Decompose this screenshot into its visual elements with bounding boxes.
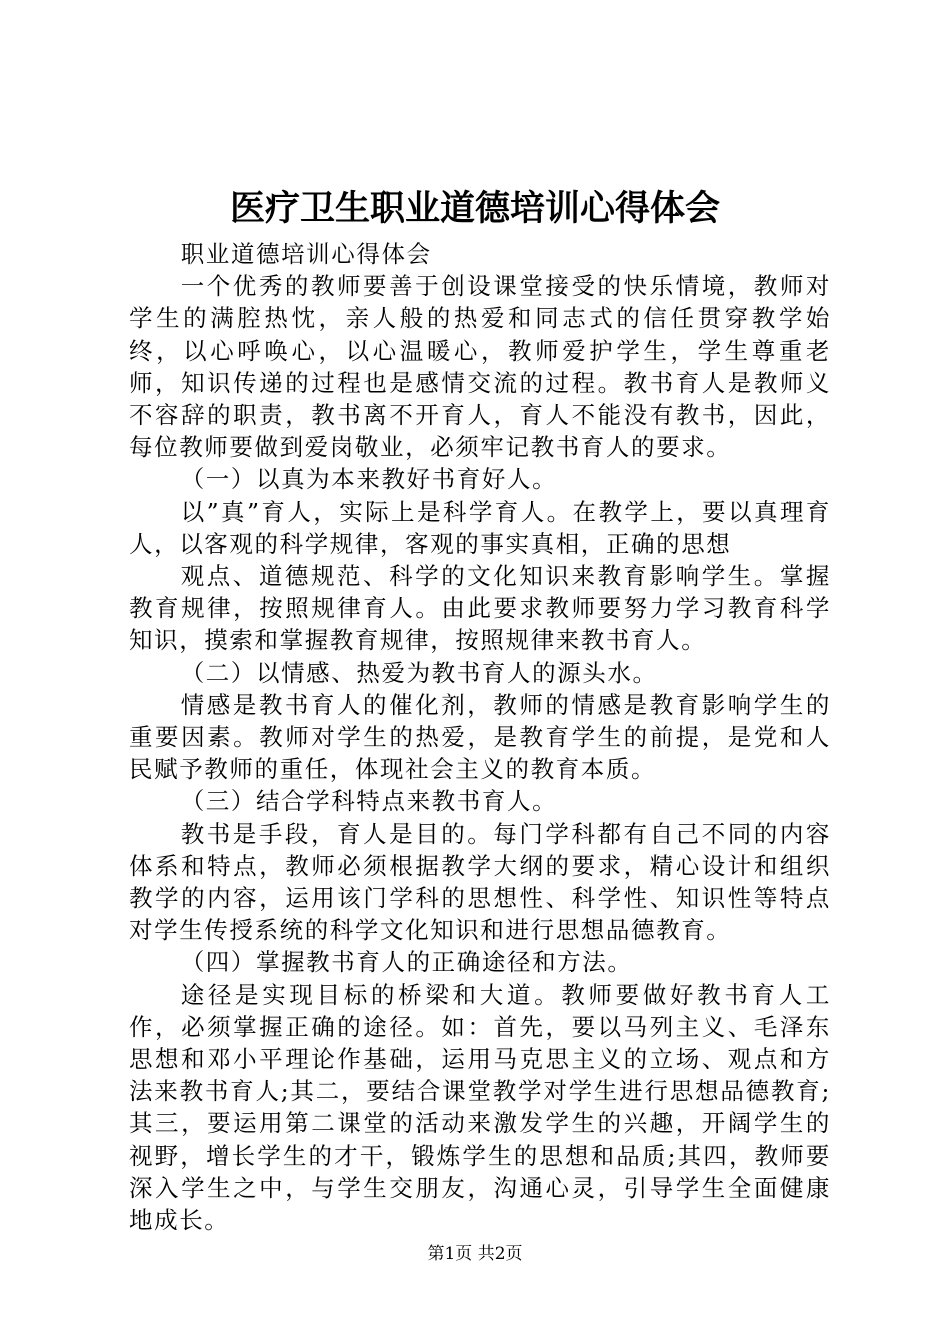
section-heading-4: （四）掌握教书育人的正确途径和方法。 bbox=[180, 948, 633, 977]
section-2-paragraph: 情感是教书育人的催化剂，教师的情感是教育影响学生的重要因素。教师对学生的热爱，是教育学生的前提，是党和人民赋予教师的重任，体现社会主义的教育本质。 bbox=[129, 690, 831, 784]
section-1-paragraph-b: 观点、道德规范、科学的文化知识来教育影响学生。掌握教育规律，按照规律育人。由此要求教师要努力学习教育科学知识，摸索和掌握教育规律，按照规律来教书育人。 bbox=[129, 562, 831, 655]
intro-paragraph: 一个优秀的教师要善于创设课堂接受的快乐情境，教师对学生的满腔热忱，亲人般的热爱和同志式的信任贯穿教学始终，以心呼唤心，以心温暖心，教师爱护学生，学生尊重老师，知识传递的过程也是感情交流的过程。教书育人是教师义不容辞的职责，教书离不开育人，育人不能没有教书，因此，每位教师要做到爱岗敬业，必须牢记教书育人的要求。 bbox=[129, 272, 831, 462]
document-body bbox=[129, 238, 831, 1236]
section-heading-3: （三）结合学科特点来教书育人。 bbox=[180, 787, 558, 816]
section-4-paragraph: 途径是实现目标的桥梁和大道。教师要做好教书育人工作，必须掌握正确的途径。如：首先，要以马列主义、毛泽东思想和邓小平理论作基础，运用马克思主义的立场、观点和方法来教书育人;其二，要结合课堂教学对学生进行思想品德教育;其三，要运用第二课堂的活动来激发学生的兴趣，开阔学生的视野，增长学生的才干，锻炼学生的思想和品质;其四，教师要深入学生之中，与学生交朋友，沟通心灵，引导学生全面健康地成长。 bbox=[129, 980, 831, 1235]
page-number-footer: 第1页 共2页 bbox=[427, 1244, 523, 1264]
section-1-paragraph-a: 以”真”育人，实际上是科学育人。在教学上，要以真理育人，以客观的科学规律，客观的事实真相，正确的思想 bbox=[129, 497, 831, 558]
document-title: 医疗卫生职业道德培训心得体会 bbox=[229, 188, 720, 229]
section-heading-2: （二）以情感、热爱为教书育人的源头水。 bbox=[180, 658, 658, 687]
subtitle-paragraph: 职业道德培训心得体会 bbox=[180, 240, 432, 268]
section-heading-1: （一）以真为本来教好书育好人。 bbox=[180, 465, 558, 494]
section-3-paragraph: 教书是手段，育人是目的。每门学科都有自己不同的内容体系和特点，教师必须根据教学大纲的要求，精心设计和组织教学的内容，运用该门学科的思想性、科学性、知识性等特点对学生传授系统的科学文化知识和进行思想品德教育。 bbox=[129, 819, 831, 945]
